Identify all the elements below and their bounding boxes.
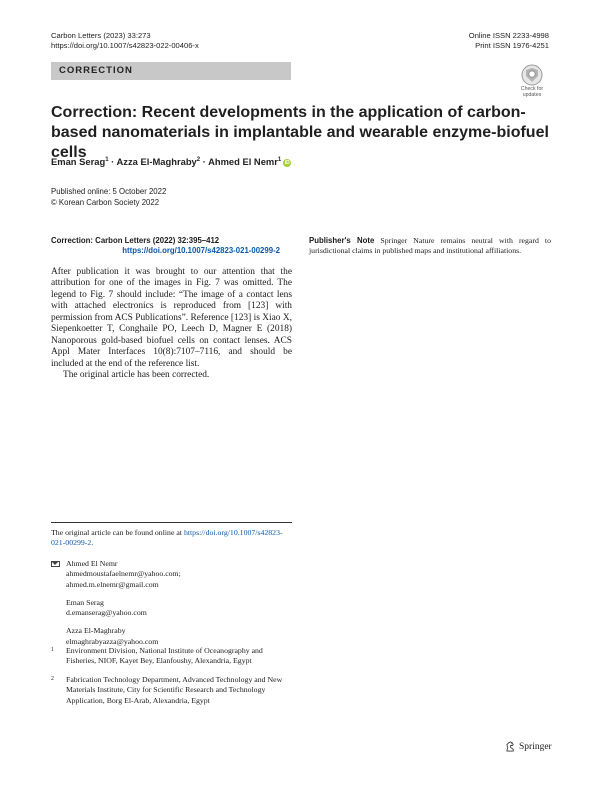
correction-citation: Correction: Carbon Letters (2022) 32:395–412 [51, 236, 220, 245]
author-name: Azza El-Maghraby [116, 156, 197, 167]
publisher-note-text: Springer Nature remains neutral with regard to jurisdictional claims in published maps and institutional affiliations. [309, 236, 551, 256]
contact-email[interactable]: ahmed.m.elnemr@gmail.com [66, 579, 159, 589]
contact-entry [51, 626, 292, 647]
article-type-label: CORRECTION [59, 65, 133, 76]
contact-email[interactable]: d.emanserag@yahoo.com [66, 608, 147, 618]
author-separator: · [108, 156, 117, 167]
running-header-right [469, 31, 549, 52]
check-for-updates-text: Check for updates [520, 86, 544, 98]
published-date: Published online: 5 October 2022 [51, 187, 167, 196]
check-for-updates-icon [514, 64, 550, 88]
contact-name: Ahmed El Nemr [66, 559, 118, 568]
running-header-left [51, 31, 199, 52]
contact-name: Azza El-Maghraby [66, 626, 126, 636]
affiliation-number: 2 [51, 675, 54, 682]
affiliation-text: Fabrication Technology Department, Advanced Technology and New Materials Institute, City for Scientific Research and Technology Application, Borg El-Arab, Alexandria, Egypt [66, 674, 283, 705]
article-doi[interactable]: https://doi.org/10.1007/s42823-022-00406-x [51, 41, 199, 51]
contact-email[interactable]: elmaghrabyazza@yahoo.com [66, 636, 159, 646]
original-article-prefix: The original article can be found online at [51, 528, 184, 537]
online-issn: Online ISSN 2233-4998 [468, 31, 549, 40]
affiliations [51, 646, 292, 714]
body-paragraph: After publication it was brought to our attention that the attribution for one of the images in Fig. 7 was omitted. The legend to Fig. 7 should include: “The image of a contact lens with attached electronics is reproduced from [123] with permission from ACS Publications”. Reference [123] is Xiao X, Siepenkoetter T, Conghaile PO, Leech D, Magner E (2018) Nanoporous gold-based biofuel cells on contact lenses. ACS Appl Mater Interfaces 10(8):7107–7116, and should be included at the end of the reference list. [51, 267, 292, 369]
affiliation-entry [51, 675, 292, 706]
contact-name: Eman Serag [66, 597, 104, 607]
publisher-note-label: Publisher's Note [309, 236, 375, 245]
author-affiliation-marker: 2 [196, 156, 201, 163]
springer-horse-icon [505, 741, 516, 752]
envelope-icon [51, 561, 60, 567]
author-list [51, 156, 291, 167]
article-title: Correction: Recent developments in the application of carbon-based nanomaterials in implantable and wearable enzyme-biofuel cells [51, 104, 549, 161]
author-contacts [51, 559, 292, 655]
contact-entry [51, 559, 292, 590]
original-article-note [51, 528, 292, 549]
print-issn: Print ISSN 1976-4251 [475, 41, 549, 51]
article-type-banner [51, 62, 291, 80]
correction-reference [51, 236, 280, 256]
author-separator: · [200, 156, 209, 167]
publisher-logo [505, 741, 552, 752]
affiliation-number: 1 [51, 647, 54, 653]
original-article-suffix: . [91, 538, 94, 548]
original-article-link[interactable]: https://doi.org/10.1007/s42823-021-00299-2 [51, 528, 283, 548]
publisher-note [309, 236, 551, 257]
affiliation-entry [51, 646, 292, 667]
author-name: Ahmed El Nemr [208, 156, 278, 167]
publication-info [51, 187, 166, 208]
correction-doi-link[interactable]: https://doi.org/10.1007/s42823-021-00299-2 [122, 246, 280, 256]
contact-entry [51, 598, 292, 619]
orcid-icon[interactable]: iD [284, 160, 290, 166]
affiliation-text: Environment Division, National Institute of Oceanography and Fisheries, NIOF, Kayet Bey, Elanfoushy, Alexandria, Egypt [66, 646, 263, 666]
journal-citation: Carbon Letters (2023) 33:273 [51, 31, 151, 40]
footnote-divider [51, 522, 292, 523]
author-affiliation-marker: 1 [105, 156, 109, 163]
copyright-line: © Korean Carbon Society 2022 [51, 197, 160, 207]
contact-email[interactable]: ahmedmoustafaelnemr@yahoo.com; [66, 569, 181, 579]
check-for-updates-badge[interactable] [514, 64, 550, 100]
author-affiliation-marker: 1 [277, 156, 282, 163]
body-paragraph: The original article has been corrected. [63, 370, 210, 381]
correction-body [51, 267, 292, 382]
publisher-name: Springer [519, 741, 552, 752]
author-name: Eman Serag [51, 156, 106, 167]
